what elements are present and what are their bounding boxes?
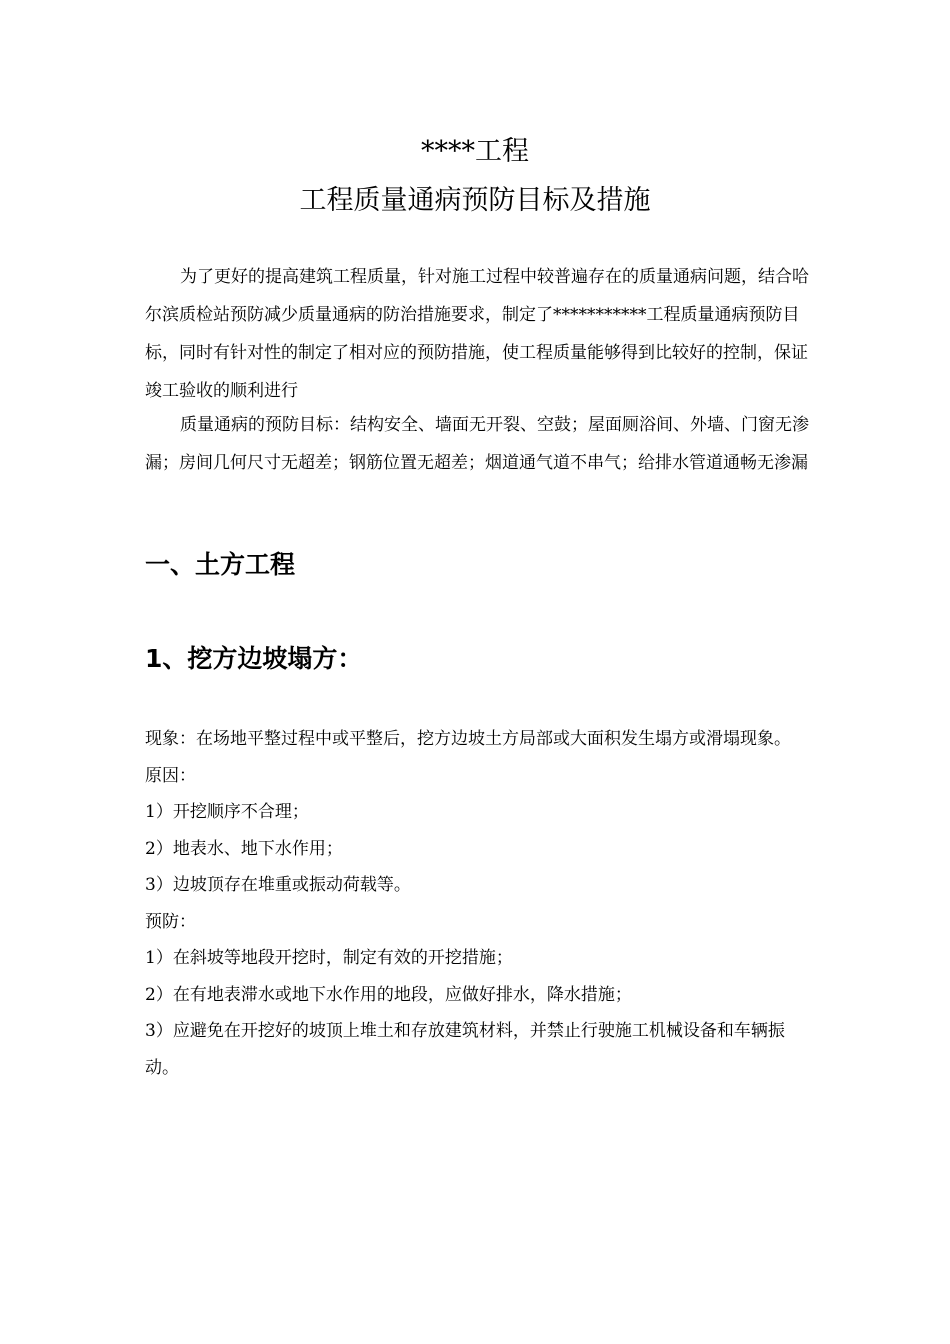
phenomenon-text: 现象：在场地平整过程中或平整后，挖方边坡土方局部或大面积发生塌方或滑塌现象。 — [145, 729, 791, 749]
cause-item-1: 1）开挖顺序不合理； — [145, 802, 309, 822]
document-title-line-1: ****工程 — [421, 136, 529, 167]
prevention-item-1: 1）在斜坡等地段开挖时，制定有效的开挖措施； — [145, 948, 513, 968]
intro-paragraph: 为了更好的提高建筑工程质量，针对施工过程中较普遍存在的质量通病问题，结合哈尔滨质检站预防减少质量通病的防治措施要求，制定了***********工程质量通病预防目标，同时有针对性的制定了相对应的预防措施，使工程质量能够得到比较好的控制，保证竣工验收的顺利进行 — [145, 267, 809, 401]
prevention-label: 预防： — [145, 911, 196, 932]
goal-paragraph: 质量通病的预防目标：结构安全、墙面无开裂、空鼓；屋面厕浴间、外墙、门窗无渗漏；房间几何尺寸无超差；钢筋位置无超差；烟道通气道不串气；给排水管道通畅无渗漏 — [145, 415, 809, 473]
cause-label: 原因： — [145, 765, 196, 786]
prevention-item-2: 2）在有地表滞水或地下水作用的地段，应做好排水，降水措施； — [145, 984, 632, 1005]
prevention-item-3: 3）应避免在开挖好的坡顶上堆土和存放建筑材料，并禁止行驶施工机械设备和车辆振动。 — [145, 1021, 785, 1078]
section-body — [145, 721, 817, 1086]
cause-item-2: 2）地表水、地下水作用； — [145, 838, 343, 859]
cause-item-3: 3）边坡顶存在堆重或振动荷载等。 — [145, 875, 411, 895]
document-title-line-2: 工程质量通病预防目标及措施 — [299, 185, 651, 216]
subsection-heading: 1、挖方边坡塌方： — [145, 644, 363, 673]
section-heading: 一、土方工程 — [145, 550, 296, 579]
